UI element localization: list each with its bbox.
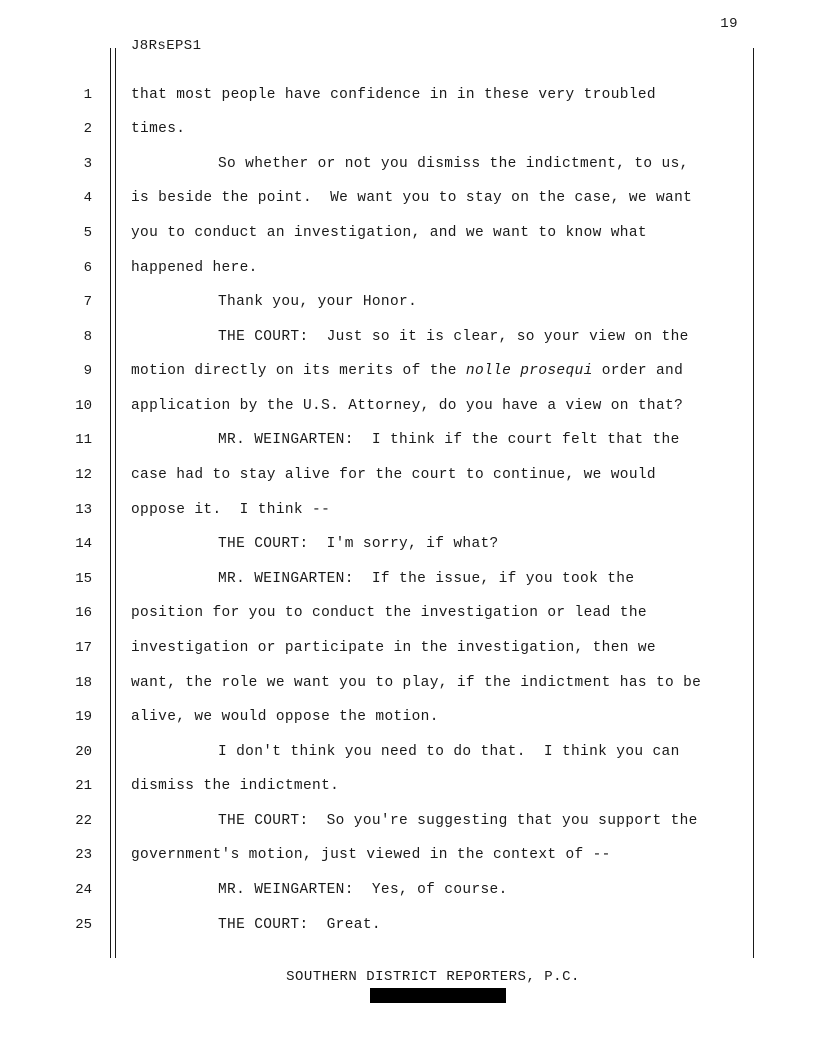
line-number: 20 — [75, 744, 92, 760]
line-number: 6 — [83, 260, 92, 276]
line-number: 24 — [75, 882, 92, 898]
transcript-line: application by the U.S. Attorney, do you have a view on that? — [131, 398, 684, 414]
transcript-line: you to conduct an investigation, and we want to know what — [131, 225, 647, 241]
page-number: 19 — [720, 16, 738, 32]
reporter-footer: SOUTHERN DISTRICT REPORTERS, P.C. — [286, 969, 580, 985]
line-number: 8 — [83, 329, 92, 345]
transcript-line: THE COURT: I'm sorry, if what? — [218, 536, 499, 552]
transcript-line: want, the role we want you to play, if the indictment has to be — [131, 675, 702, 691]
line-number: 1 — [83, 87, 92, 103]
transcript-line: alive, we would oppose the motion. — [131, 709, 439, 725]
transcript-line-part: order and — [592, 363, 684, 379]
transcript-line: So whether or not you dismiss the indictment, to us, — [218, 156, 689, 172]
line-number: 15 — [75, 571, 92, 587]
line-number: 9 — [83, 363, 92, 379]
transcript-line: times. — [131, 121, 186, 137]
transcript-line: position for you to conduct the investigation or lead the — [131, 605, 647, 621]
latin-term: nolle prosequi — [465, 363, 593, 379]
line-number: 11 — [75, 432, 92, 448]
redaction-bar — [370, 988, 506, 1003]
line-number: 19 — [75, 709, 92, 725]
line-number: 17 — [75, 640, 92, 656]
transcript-line: case had to stay alive for the court to continue, we would — [131, 467, 656, 483]
line-number: 21 — [75, 778, 92, 794]
transcript-line — [131, 363, 683, 379]
transcript-line: MR. WEINGARTEN: I think if the court felt that the — [218, 432, 680, 448]
transcript-line: oppose it. I think -- — [131, 502, 331, 518]
transcript-line: THE COURT: Great. — [218, 917, 381, 933]
line-number: 18 — [75, 675, 92, 691]
line-number: 16 — [75, 605, 92, 621]
line-number: 10 — [75, 398, 92, 414]
line-number: 12 — [75, 467, 92, 483]
line-number: 3 — [83, 156, 92, 172]
transcript-line: THE COURT: Just so it is clear, so your view on the — [218, 329, 689, 345]
line-number: 22 — [75, 813, 92, 829]
transcript-line: THE COURT: So you're suggesting that you support the — [218, 813, 698, 829]
line-number: 5 — [83, 225, 92, 241]
line-number: 2 — [83, 121, 92, 137]
transcript-line: government's motion, just viewed in the context of -- — [131, 847, 611, 863]
transcript-line: dismiss the indictment. — [131, 778, 340, 794]
line-number: 7 — [83, 294, 92, 310]
line-number: 14 — [75, 536, 92, 552]
line-number: 4 — [83, 190, 92, 206]
transcript-line: investigation or participate in the investigation, then we — [131, 640, 656, 656]
transcript-line: I don't think you need to do that. I think you can — [218, 744, 680, 760]
line-number: 13 — [75, 502, 92, 518]
line-number: 25 — [75, 917, 92, 933]
line-number: 23 — [75, 847, 92, 863]
transcript-line-part: motion directly on its merits of the — [131, 363, 466, 379]
transcript-line: is beside the point. We want you to stay on the case, we want — [131, 190, 693, 206]
transcript-line: MR. WEINGARTEN: If the issue, if you took the — [218, 571, 635, 587]
left-margin-rule-outer — [110, 48, 111, 958]
left-margin-rule-inner — [115, 48, 116, 958]
transcript-line: Thank you, your Honor. — [218, 294, 418, 310]
transcript-line: that most people have confidence in in these very troubled — [131, 87, 656, 103]
transcript-line: happened here. — [131, 260, 258, 276]
transcript-line: MR. WEINGARTEN: Yes, of course. — [218, 882, 508, 898]
case-id: J8RsEPS1 — [131, 38, 202, 54]
right-margin-rule — [753, 48, 754, 958]
